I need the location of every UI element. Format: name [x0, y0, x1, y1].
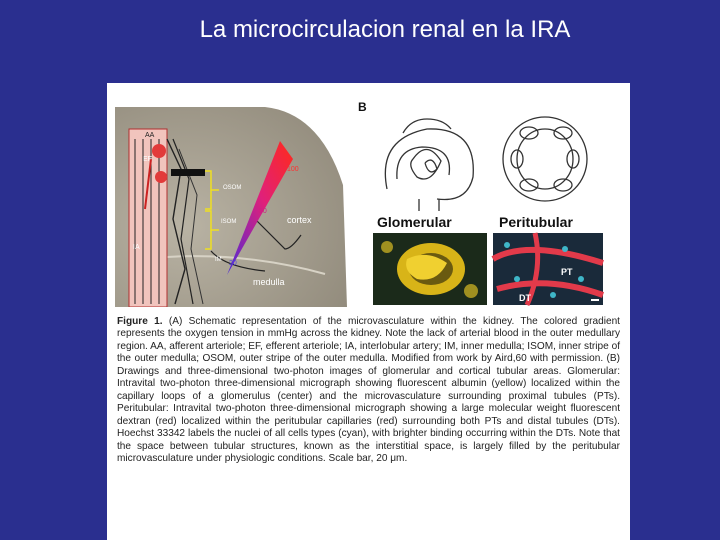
peritubular-micrograph: [493, 233, 603, 305]
label-ia: IA: [133, 244, 140, 251]
kidney-schematic: [115, 99, 355, 307]
label-isom: ISOM: [221, 219, 237, 225]
label-100: 100: [287, 166, 299, 173]
caption-text: (A) Schematic representation of the microvasculature within the kidney. The colored gradient represents the oxygen tension in mmHg across the kidney. Note the lack of arterial blood in the outer medullary region. AA, afferent arteriole; EF, efferent arteriole; IA, interlobular artery; IM, inner medulla; ISOM, inner stripe of the outer medulla; OSOM, outer stripe of the outer medulla. Modified from work by Aird,60 with permission. (B) Drawings and three-dimensional two-photon images of glomerular and cortical tubular areas. Glomerular: Intravital two-photon three-dimensional micrograph showing fluorescent albumin (yellow) localized within the capillary loops of a glomerulus (center) and the microvasculature surrounding proximal tubules (PTs). Peritubular: Intravital two-photon three-dimensional micrograph showing a large molecular weight fluorescent dextran (red) localized within the peritubular capillaries (red) surrounding both PTs and distal tubules (DTs). Hoechst 33342 labels the nuclei of all cells types (cyan), with brighter binding occurring within the DTs. Note that the space between tubular structures, known as the interstitial space, is largely filled by the peritubular microvasculature under physiologic conditions. Scale bar, 20 μm.: [117, 316, 620, 464]
label-im: IM: [215, 257, 222, 263]
label-20: 20: [229, 260, 237, 267]
dt-label: DT: [519, 293, 531, 303]
label-osom: OSOM: [223, 185, 242, 191]
figure-image: [107, 83, 630, 540]
panel-b-letter: B: [358, 100, 367, 114]
label-50: 50: [259, 208, 267, 215]
caption-figure-label: Figure 1.: [117, 316, 163, 327]
label-ef: EF: [143, 156, 152, 163]
peritubular-heading: Peritubular: [499, 214, 573, 230]
figure-caption: [117, 316, 620, 465]
label-cortex: cortex: [287, 215, 312, 225]
label-aa: AA: [145, 132, 155, 139]
glomerular-heading: Glomerular: [377, 214, 452, 230]
glomerular-micrograph: [373, 233, 487, 305]
pt-label: PT: [561, 267, 573, 277]
glomerular-peritubular-panel: [367, 99, 607, 307]
label-medulla: medulla: [253, 277, 285, 287]
slide-title: La microcirculacion renal en la IRA: [199, 16, 571, 43]
